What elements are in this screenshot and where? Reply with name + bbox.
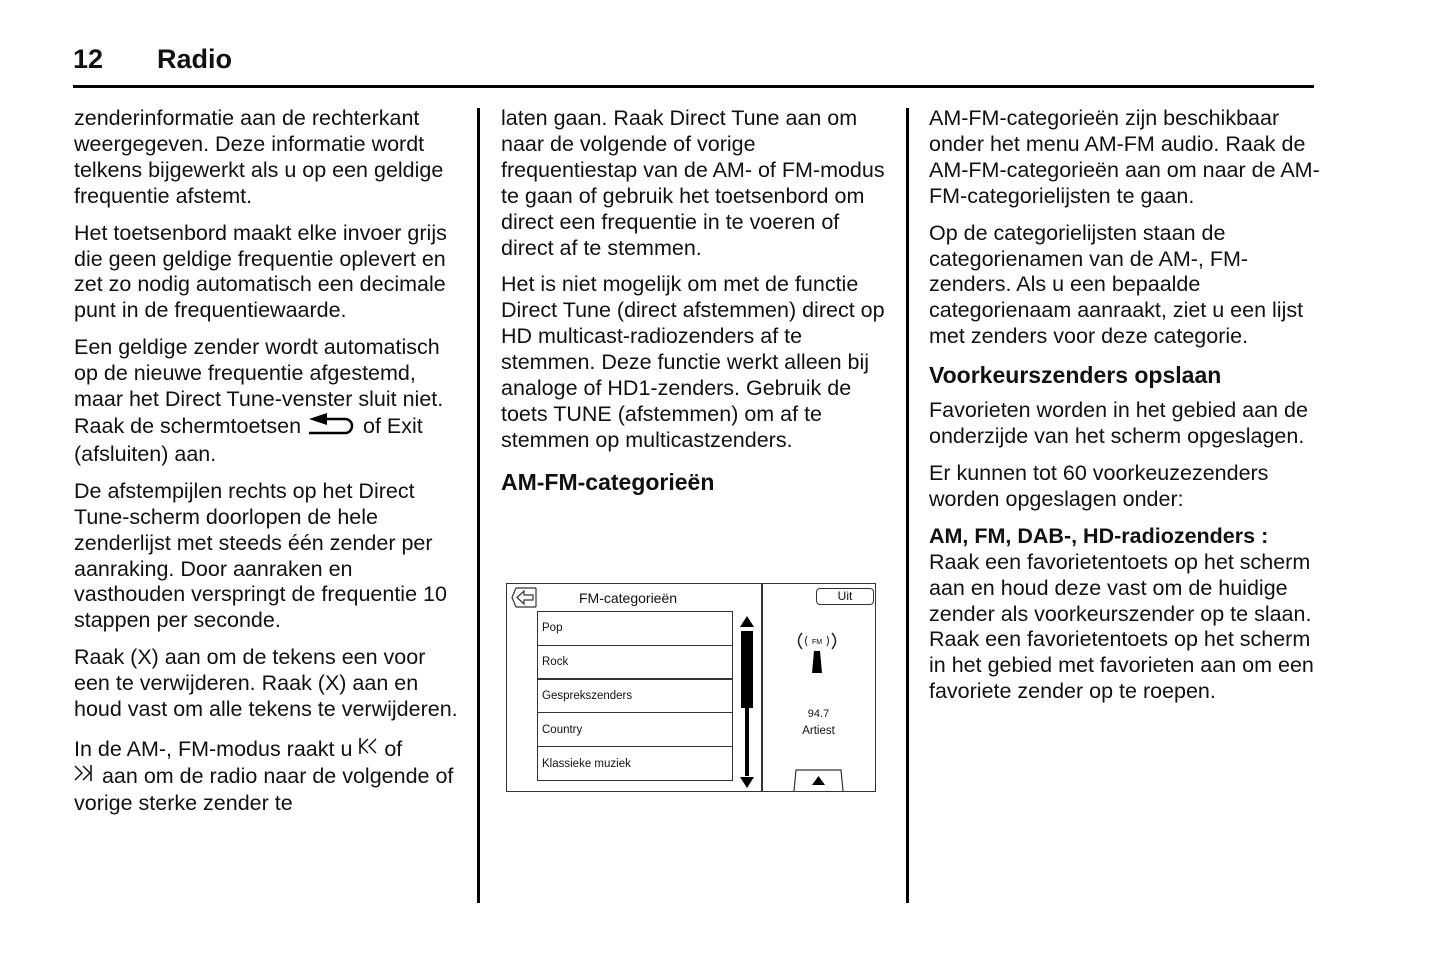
column-3: [929, 106, 1321, 716]
paragraph-text: Raak een favorietentoets op het scherm aan en houd deze vast om de huidige zender als voorkeurszender op te slaan. Raak een favorietentoets op het scherm in het gebied met favorieten aan om een favoriete zender op te roepen.: [929, 549, 1314, 704]
fm-radio-icon: [792, 629, 842, 674]
column-divider-2: [906, 108, 909, 903]
page-number: 12: [73, 44, 104, 74]
paragraph: [74, 737, 466, 817]
paragraph: AM-FM-categorieën zijn beschikbaar onder het menu AM-FM audio. Raak de AM-FM-categorieën aan om naar de AM-FM-categorielijsten te gaan.: [929, 106, 1320, 208]
column-divider-1: [477, 108, 480, 903]
back-arrow-icon: [307, 413, 357, 442]
fm-categories-screen-illustration: [506, 583, 876, 792]
paragraph: Op de categorielijsten staan de categorienamen van de AM-, FM-zenders. Als u een bepaalde categorienaam aanraakt, ziet u een lijst met zenders voor deze categorie.: [929, 220, 1304, 349]
section-heading: Voorkeurszenders opslaan: [929, 362, 1222, 389]
artist: Artiest: [802, 725, 835, 737]
paragraph: Raak (X) aan om de tekens een voor een te verwijderen. Raak (X) aan en houd vast om alle tekens te verwijderen.: [74, 645, 458, 722]
paragraph: zenderinformatie aan de rechterkant weergegeven. Deze informatie wordt telkens bijgewerkt als u op een geldige frequentie afstemt.: [74, 106, 444, 208]
triangle-up-icon: [812, 776, 825, 785]
frequency: 94.7: [807, 708, 830, 720]
triangle-down-icon: [740, 777, 754, 788]
off-button: Uit: [816, 588, 874, 605]
paragraph: [74, 335, 466, 468]
back-button: [511, 587, 538, 608]
paragraph-text: of Exit (afsluiten) aan.: [74, 414, 423, 466]
paragraph: De afstempijlen rechts op het Direct Tune-scherm doorlopen de hele zenderlijst met steeds één zender per aanraking. Door aanraken en vasthouden verspringt de frequentie 10 stappen per seconde.: [74, 478, 447, 633]
expand-button: [793, 769, 844, 791]
category-item: Gesprekszenders: [537, 678, 733, 713]
page-header: [73, 40, 1313, 88]
paragraph: Er kunnen tot 60 voorkeuzezenders worden opgeslagen onder:: [929, 460, 1269, 511]
category-item: Rock: [537, 645, 733, 680]
paragraph: Favorieten worden in het gebied aan de onderzijde van het scherm opgeslagen.: [929, 398, 1308, 449]
column-1: [74, 106, 466, 828]
section-heading: AM-FM-categorieën: [501, 468, 715, 495]
paragraph-text: aan om de radio naar de volgende of vorige sterke zender te: [74, 763, 454, 815]
scrollbar: [737, 614, 757, 792]
paragraph-text: of: [378, 737, 403, 762]
paragraph-text: In de AM-, FM-modus raakt u: [74, 737, 359, 762]
paragraph: Het is niet mogelijk om met de functie Direct Tune (direct afstemmen) direct op HD multicast-radiozenders af te stemmen. Deze functie werkt alleen bij analoge of HD1-zenders. Gebruik de toets TUNE (afstemmen) om af te stemmen op multicastzenders.: [501, 272, 885, 452]
paragraph: Het toetsenbord maakt elke invoer grijs die geen geldige frequentie oplevert en zet zo nodig automatisch een decimale punt in de frequentiewaarde.: [74, 220, 447, 323]
category-list: [537, 612, 733, 781]
seek-forward-icon: [74, 764, 96, 791]
screen-title: FM-categorieën: [579, 590, 678, 606]
seek-back-icon: [358, 737, 378, 764]
category-item: Country: [537, 712, 733, 747]
back-arrow-icon: [511, 587, 538, 608]
term-label: AM, FM, DAB-, HD-radiozenders :: [929, 523, 1269, 548]
screen-divider: [761, 584, 763, 791]
category-item: Pop: [537, 611, 733, 646]
header-rule: [73, 85, 1314, 88]
paragraph-text: Een geldige zender wordt automatisch op de nieuwe frequentie afgestemd, maar het Direct Tune-venster sluit niet. Raak de schermtoetsen: [74, 335, 444, 439]
section-title: Radio: [157, 44, 233, 74]
column-2: [501, 106, 893, 505]
triangle-up-icon: [740, 616, 754, 627]
category-item: Klassieke muziek: [537, 746, 733, 781]
paragraph: laten gaan. Raak Direct Tune aan om naar de volgende of vorige frequentiestap van de AM- of FM-modus te gaan of gebruik het toetsenbord om direct een frequentie in te voeren of direct af te stemmen.: [501, 106, 885, 260]
svg-text:FM: FM: [811, 639, 823, 646]
paragraph: [929, 524, 1321, 705]
